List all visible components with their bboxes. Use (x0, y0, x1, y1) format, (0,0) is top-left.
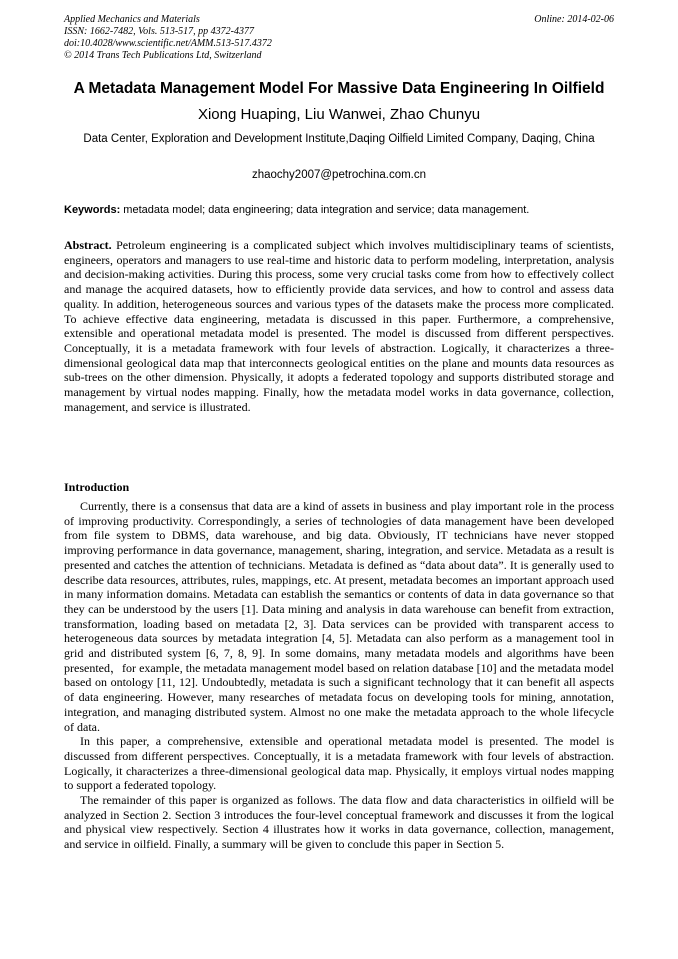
abstract-paragraph (64, 238, 614, 414)
abstract-text: Petroleum engineering is a complicated subject which involves multidisciplinary teams of scientists, engineers, operators and managers to use real-time and historic data to perform modeling, interpretation, analysis and decision-making activities. During this process, some very crucial tasks come from how to effectively collect and manage the acquired datasets, how to efficiently provide data services, and how to control and assess data quality. In addition, heterogeneous sources and various types of the datasets make the process more complicated. To achieve effective data engineering, metadata is discussed in this paper. Furthermore, a comprehensive, extensible and operational metadata model is presented. The model is discussed from different perspectives. Conceptually, it is a metadata framework with four levels of abstraction. Logically, it characterizes a three-dimensional geological data map that interconnects geological entities on the plane and mounts data resources as sub-trees on the other dimension. Physically, it adopts a federated topology and supports distributed storage and management by virtual nodes mapping. Finally, how the metadata model works in data governance, collection, management, and service is illustrated. (64, 238, 614, 414)
intro-paragraph: In this paper, a comprehensive, extensible and operational metadata model is presented. The model is discussed from different perspectives. Conceptually, it is a metadata framework with four levels of abstraction. Logically, it characterizes a three-dimensional geological data map. Physically, it employs virtual nodes mapping to support a federated topology. (64, 734, 614, 793)
keywords-line (64, 203, 614, 217)
intro-paragraph: Currently, there is a consensus that data are a kind of assets in business and play important role in the process of improving productivity. Correspondingly, a series of technologies of data management have been developed from file system to DBMS, data warehouse, and big data. Obviously, IT technicians have never stopped improving performance in data governance, management, sharing, integration, and service. Metadata as a result is presented and catches the attention of technicians. Metadata is defined as “data about data”. It is generally used to describe data resources, attributes, rules, mappings, etc. At present, metadata becomes an important approach used in many information domains. Metadata can establish the semantics or contents of data in data governance so that they can be understood by the users [1]. Data mining and analysis in data warehouse can benefit from extraction, transformation, loading based on metadata [2, 3]. Data services can be provided with transparent access to heterogeneous data sources by metadata integration [4, 5]. Metadata can also perform as a management tool in grid and distributed system [6, 7, 8, 9]. In some domains, many metadata models and algorithms have been presented，for example, the metadata management model based on relation database [10] and the metadata model based on ontology [11, 12]. Undoubtedly, metadata is such a significant technology that it can benefit all aspects of data engineering. However, many researches of metadata focus on developing tools for mining, annotation, integration, and managing distributed system. Almost no one make the metadata approach to the whole lifecycle of data. (64, 499, 614, 734)
issn-line: ISSN: 1662-7482, Vols. 513-517, pp 4372-4377 (64, 26, 254, 37)
journal-name: Applied Mechanics and Materials (64, 14, 200, 25)
doi-line: doi:10.4028/www.scientific.net/AMM.513-517.4372 (64, 38, 272, 49)
online-date: Online: 2014-02-06 (534, 14, 614, 25)
intro-paragraph: The remainder of this paper is organized as follows. The data flow and data characteristics in oilfield will be analyzed in Section 2. Section 3 introduces the four-level conceptual framework and discusses it from the logical and physical view respectively. Section 4 illustrates how it works in data governance, collection, management, and service in oilfield. Finally, a summary will be given to conclude this paper in Section 5. (64, 793, 614, 852)
introduction-body (64, 499, 614, 852)
author-list: Xiong Huaping, Liu Wanwei, Zhao Chunyu (197, 106, 481, 123)
paper-title: A Metadata Management Model For Massive Data Engineering In Oilfield (73, 80, 605, 97)
copyright-line: © 2014 Trans Tech Publications Ltd, Switzerland (64, 50, 262, 61)
author-email: zhaochy2007@petrochina.com.cn (251, 169, 427, 181)
affiliation: Data Center, Exploration and Development Institute,Daqing Oilfield Limited Company, Daqing, China (83, 133, 595, 145)
abstract-label: Abstract. (64, 238, 112, 252)
keywords-label: Keywords: (64, 204, 121, 216)
section-heading-introduction: Introduction (64, 480, 130, 494)
journal-header (64, 14, 272, 62)
keywords-text: metadata model; data engineering; data integration and service; data management. (120, 204, 530, 216)
